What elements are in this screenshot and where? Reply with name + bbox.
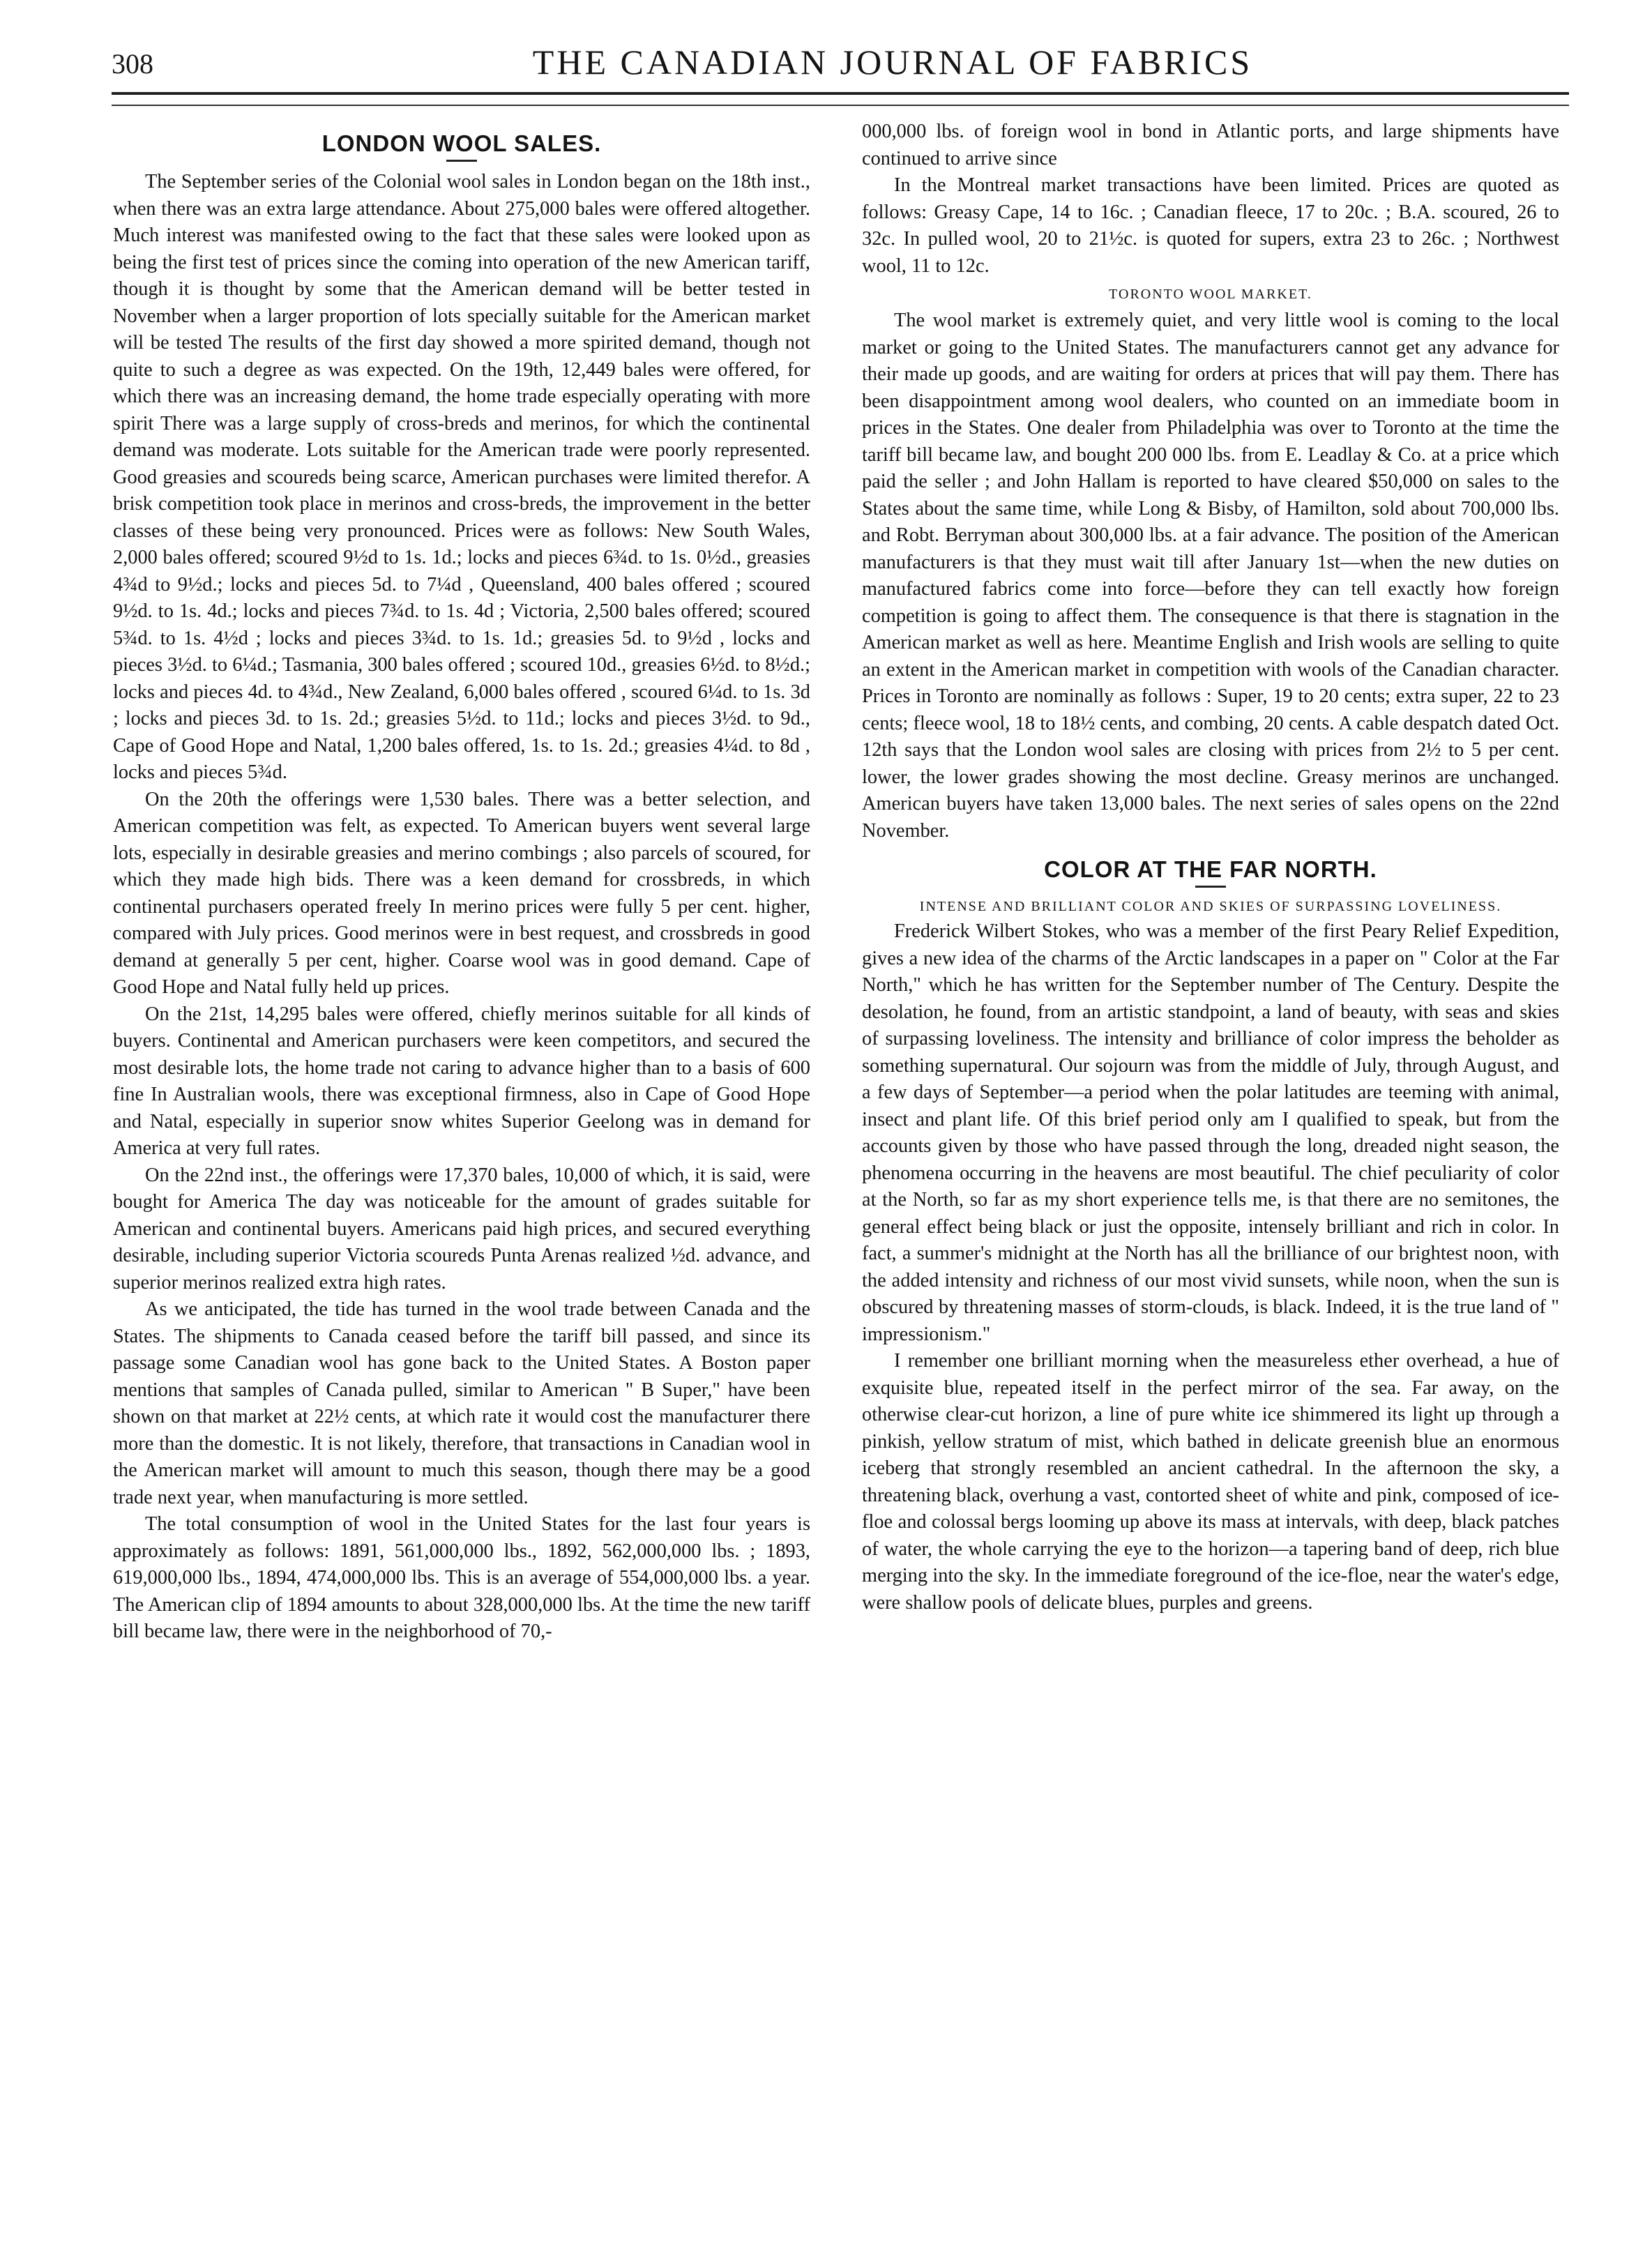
article-paragraph: In the Montreal market transactions have been limited. Prices are quoted as follows: Greasy Cape, 14 to 16c. ; Canadian fleece, 17 to 20c. ; B.A. scoured, 26 to 32c. In pulled wool, 20 to 21½c. is quoted for supers, extra 23 to 26c. ; Northwest wool, 11 to 12c.: [862, 174, 1559, 277]
header-rule: [112, 92, 1569, 106]
journal-title: THE CANADIAN JOURNAL OF FABRICS: [532, 43, 1253, 82]
left-column: [113, 119, 810, 1646]
article-paragraph: On the 22nd inst., the offerings were 17,370 bales, 10,000 of which, it is said, were bought for America The day was noticeable for the amount of grades suitable for American and continental buyers. Americans paid high prices, and secured everything desirable, including superior Victoria scoureds Punta Arenas realized ½d. advance, and superior merinos realized extra high rates.: [113, 1164, 810, 1294]
toronto-subhead: TORONTO WOOL MARKET.: [1109, 287, 1312, 302]
title-underline: [446, 160, 477, 162]
color-far-north-title: COLOR AT THE FAR NORTH.: [1044, 856, 1377, 882]
article-paragraph: Frederick Wilbert Stokes, who was a member of the first Peary Relief Expedition, gives a new idea of the charms of the Arctic landscapes in a paper on " Color at the Far North," which he has written for the September number of The Century. Despite the desolation, he found, from an artistic standpoint, a land of beauty, with seas and skies of surpassing loveliness. The intensity and brilliance of color impress the beholder as something supernatural. Our sojourn was from the middle of July, through August, and a few days of September—a period when the polar latitudes are teeming with animal, insect and plant life. Of this brief period only am I qualified to speak, but from the accounts given by those who have passed through the long, dreaded night season, the phenomena occurring in the heavens are most beautiful. The chief peculiarity of color at the North, so far as my short experience tells me, is that there are no semitones, the general effect being black or just the opposite, intensely brilliant and rich in color. In fact, a summer's midnight at the North has all the brilliance of our brightest noon, with the added intensity and richness of our most vivid sunsets, while noon, when the sun is obscured by threatening masses of storm-clouds, is black. Indeed, it is the true land of " impressionism.": [862, 920, 1559, 1345]
london-wool-sales-title: LONDON WOOL SALES.: [321, 130, 602, 156]
title-underline: [1195, 886, 1226, 888]
article-paragraph: On the 20th the offerings were 1,530 bales. There was a better selection, and American competition was felt, as expected. To American buyers went several large lots, especially in desirable greasies and merino combings ; also parcels of scoured, for which they made high bids. There was a keen demand for crossbreds, in which continental purchasers operated freely In merino prices were fully 5 per cent. higher, compared with July prices. Good merinos were in best request, and crossbreds in good demand at generally 5 per cent, higher. Coarse wool was in good demand. Cape of Good Hope and Natal fully held up prices.: [113, 788, 810, 998]
article-paragraph: As we anticipated, the tide has turned in the wool trade between Canada and the States. The shipments to Canada ceased before the tariff bill passed, and since its passage some Canadian wool has gone back to the United States. A Boston paper mentions that samples of Canada pulled, similar to American " B Super," have been shown on that market at 22½ cents, at which rate it would cost the manufacturer there more than the domestic. It is not likely, therefore, that transactions in Canadian wool in the American market will amount to much this season, though there may be a good trade next year, when manufacturing is more settled.: [113, 1298, 810, 1508]
article-paragraph: On the 21st, 14,295 bales were offered, chiefly merinos suitable for all kinds of buyers. Continental and American purchasers were keen competitors, and secured the most desirable lots, the home trade not caring to advance higher than to a basis of 600 fine In Australian wools, there was exceptional firmness, also in Cape of Good Hope and Natal, especially in superior snow whites Superior Geelong was in demand for America at very full rates.: [113, 1003, 810, 1159]
article-paragraph: The September series of the Colonial wool sales in London began on the 18th inst., when there was an extra large attendance. About 275,000 bales were offered altogether. Much interest was manifested owing to the fact that these sales were looked upon as being the first test of prices since the coming into operation of the new American tariff, though it is thought by some that the American demand will be better tested in November when a larger proportion of lots specially suitable for the American market will be tested The results of the first day showed a more spirited demand, though not quite to such a degree as was expected. On the 19th, 12,449 bales were offered, for which there was an increasing demand, the home trade especially operating with more spirit There was a large supply of cross-breds and merinos, for which the continental demand was moderate. Lots suitable for the American trade were poorly represented. Good greasies and scoureds being scarce, American purchases were limited therefor. A brisk competition took place in merinos and cross-breds, the improvement in the better classes of these being very pronounced. Prices were as follows: New South Wales, 2,000 bales offered; scoured 9½d to 1s. 1d.; locks and pieces 6¾d. to 1s. 0½d., greasies 4¾d to 9½d.; locks and pieces 5d. to 7¼d , Queensland, 400 bales offered ; scoured 9½d. to 1s. 4d.; locks and pieces 7¾d. to 1s. 4d ; Victoria, 2,500 bales offered; scoured 5¾d. to 1s. 4½d ; locks and pieces 3¾d. to 1s. 1d.; greasies 5d. to 9½d , locks and pieces 3½d. to 6¼d.; Tasmania, 300 bales offered ; scoured 10d., greasies 6½d. to 8½d.; locks and pieces 4d. to 4¾d., New Zealand, 6,000 bales offered , scoured 6¼d. to 1s. 3d ; locks and pieces 3d. to 1s. 2d.; greasies 5½d. to 11d.; locks and pieces 3½d. to 9d., Cape of Good Hope and Natal, 1,200 bales offered, 1s. to 1s. 2d.; greasies 4¼d. to 8d , locks and pieces 5¾d.: [113, 171, 810, 783]
article-paragraph: The total consumption of wool in the United States for the last four years is approximately as follows: 1891, 561,000,000 lbs., 1892, 562,000,000 lbs. ; 1893, 619,000,000 lbs., 1894, 474,000,000 lbs. This is an average of 554,000,000 lbs. a year. The American clip of 1894 amounts to about 328,000,000 lbs. At the time the new tariff bill became law, there were in the neighborhood of 70,-: [113, 1513, 810, 1642]
page-number: 308: [112, 48, 153, 79]
article-paragraph: 000,000 lbs. of foreign wool in bond in Atlantic ports, and large shipments have continued to arrive since: [862, 121, 1559, 169]
right-column: [862, 119, 1559, 1616]
article-paragraph: I remember one brilliant morning when the measureless ether overhead, a hue of exquisite blue, repeated itself in the perfect mirror of the sea. Far away, on the otherwise clear-cut horizon, a line of pure white ice shimmered its light up through a pinkish, yellow stratum of mist, which bathed in delicate greenish blue an enormous iceberg that strongly resembled an ancient cathedral. In the afternoon the sky, a threatening black, overhung a vast, contorted sheet of white and pink, composed of ice-floe and colossal bergs looming up above its mass at intervals, with deep, black patches of water, the whole carrying the eye to the horizon—a tapering band of deep, rich blue merging into the sky. In the immediate foreground of the ice-floe, near the water's edge, were shallow pools of delicate blues, purples and greens.: [862, 1350, 1559, 1614]
article-paragraph: The wool market is extremely quiet, and very little wool is coming to the local market or going to the United States. The manufacturers cannot get any advance for their made up goods, and are waiting for orders at prices that will pay them. There has been disappointment among wool dealers, who counted on an immediate boom in prices in the States. One dealer from Philadelphia was over to Toronto at the time the tariff bill became law, and bought 200 000 lbs. from E. Leadlay & Co. at a price which paid the seller ; and John Hallam is reported to have cleared $50,000 on sales to the States about the same time, while Long & Bisby, of Hamilton, sold about 700,000 lbs. and Robt. Berryman about 300,000 lbs. at a fair advance. The position of the American manufacturers is that they must wait till after January 1st—when the new duties on manufactured fabrics come into force—before they can tell exactly how foreign competition is going to affect them. The consequence is that there is stagnation in the American market as well as here. Meantime English and Irish wools are selling to quite an extent in the American market in competition with wools of the Canadian character. Prices in Toronto are nominally as follows : Super, 19 to 20 cents; extra super, 22 to 23 cents; fleece wool, 18 to 18½ cents, and combing, 20 cents. A cable despatch dated Oct. 12th says that the London wool sales are closing with prices from 2½ to 5 per cent. lower, the lower grades showing the most decline. Greasy merinos are unchanged. American buyers have taken 13,000 bales. The next series of sales opens on the 22nd November.: [862, 310, 1559, 842]
article-deck: INTENSE AND BRILLIANT COLOR AND SKIES OF SURPASSING LOVELINESS.: [919, 899, 1502, 914]
